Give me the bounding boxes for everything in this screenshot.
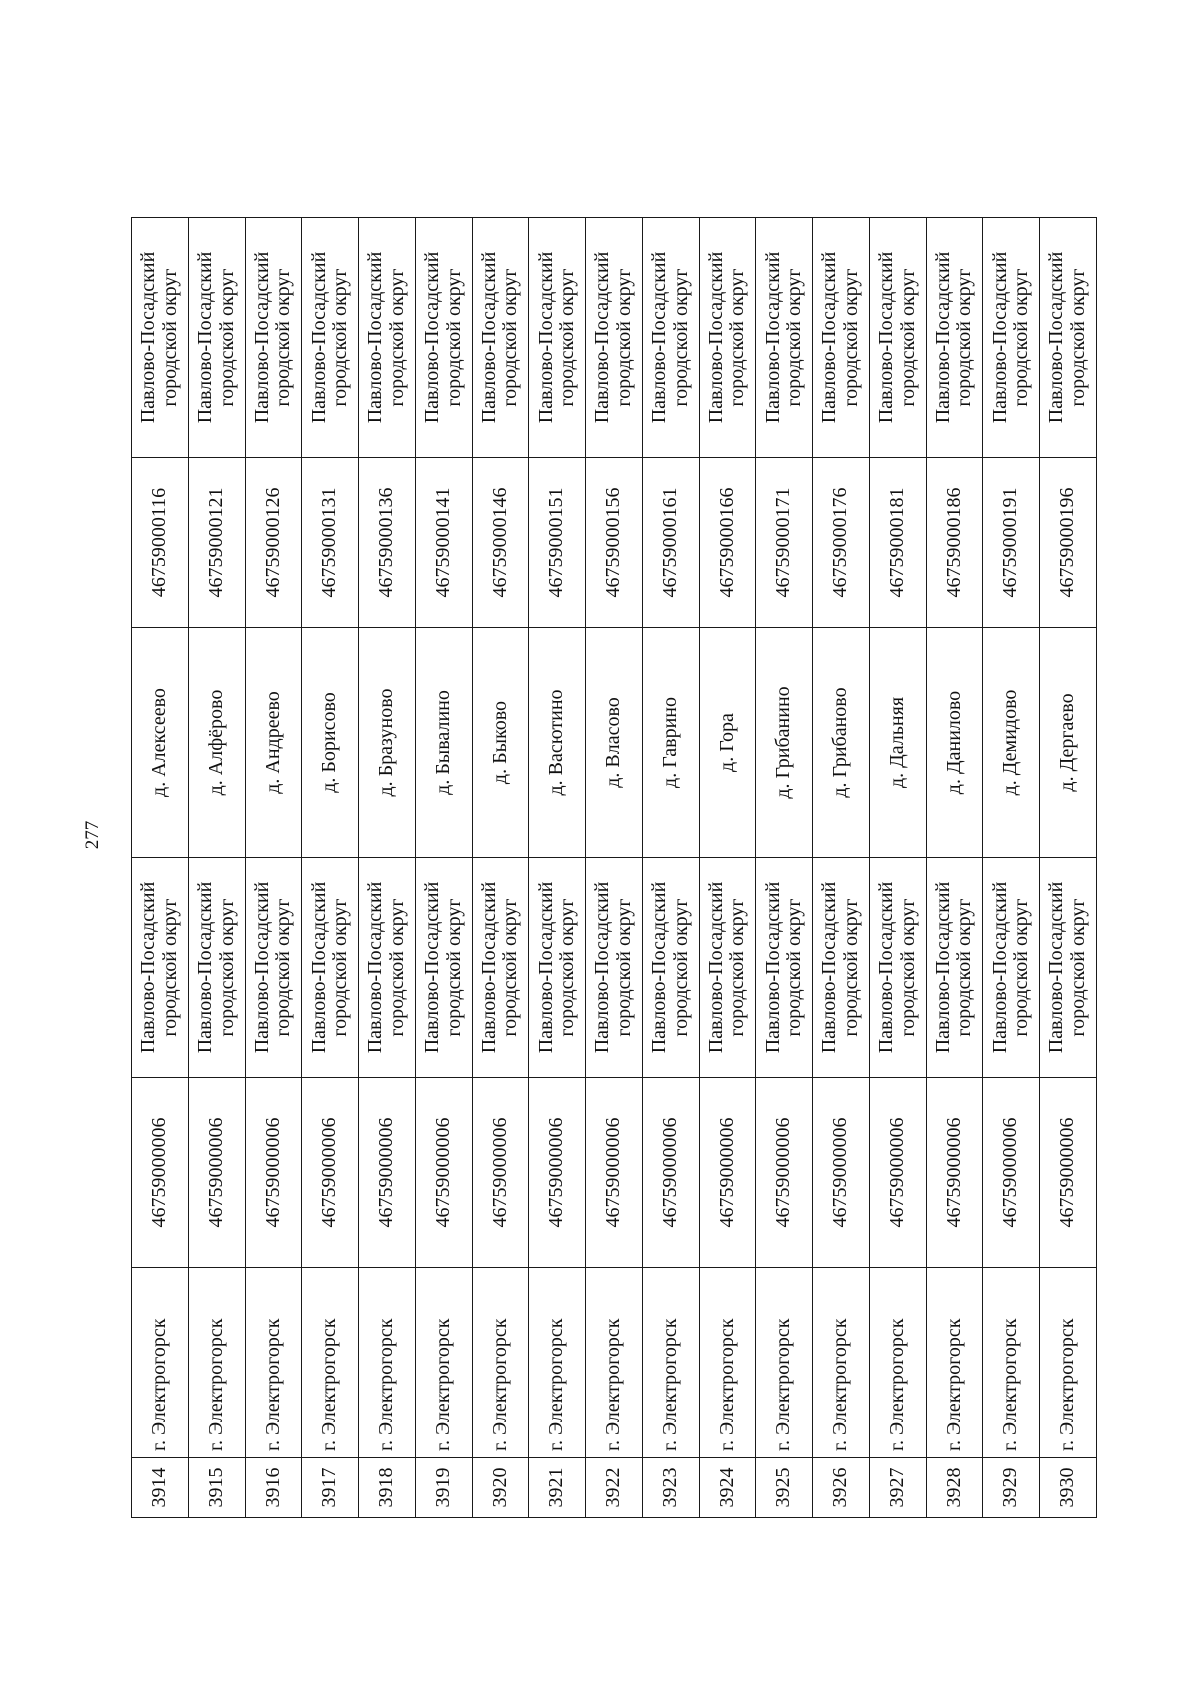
source-okrug-cell: Павлово-Посадский городской округ [188,858,245,1078]
row-number-cell: 3925 [756,1458,813,1518]
settlement-name-cell: д. Грибанино [756,628,813,858]
table-row [188,218,245,1518]
source-oktmo-cell: 46759000006 [472,1078,529,1268]
settlement-name-cell: д. Алексеево [132,628,189,858]
settlement-oktmo-cell: 46759000126 [245,458,302,628]
settlement-okrug-cell: Павлово-Посадский городской округ [813,218,870,458]
table-row [472,218,529,1518]
source-city-cell: г. Электрогорск [245,1268,302,1458]
settlement-oktmo-cell: 46759000181 [869,458,926,628]
settlement-oktmo-cell: 46759000176 [813,458,870,628]
settlement-oktmo-cell: 46759000186 [926,458,983,628]
settlement-name-cell: д. Грибаново [813,628,870,858]
source-oktmo-cell: 46759000006 [359,1078,416,1268]
settlement-okrug-cell: Павлово-Посадский городской округ [245,218,302,458]
settlement-oktmo-cell: 46759000141 [415,458,472,628]
settlement-oktmo-cell: 46759000156 [586,458,643,628]
source-okrug-cell: Павлово-Посадский городской округ [813,858,870,1078]
registry-table-body [132,218,1097,1518]
source-okrug-cell: Павлово-Посадский городской округ [472,858,529,1078]
source-okrug-cell: Павлово-Посадский городской округ [699,858,756,1078]
source-city-cell: г. Электрогорск [642,1268,699,1458]
settlement-okrug-cell: Павлово-Посадский городской округ [926,218,983,458]
row-number-cell: 3921 [529,1458,586,1518]
source-oktmo-cell: 46759000006 [302,1078,359,1268]
settlement-oktmo-cell: 46759000161 [642,458,699,628]
table-row [415,218,472,1518]
settlement-name-cell: д. Демидово [983,628,1040,858]
table-row [359,218,416,1518]
settlement-okrug-cell: Павлово-Посадский городской округ [756,218,813,458]
row-number-cell: 3930 [1040,1458,1097,1518]
source-city-cell: г. Электрогорск [813,1268,870,1458]
row-number-cell: 3919 [415,1458,472,1518]
settlement-name-cell: д. Бывалино [415,628,472,858]
source-city-cell: г. Электрогорск [1040,1268,1097,1458]
row-number-cell: 3926 [813,1458,870,1518]
source-city-cell: г. Электрогорск [132,1268,189,1458]
settlement-okrug-cell: Павлово-Посадский городской округ [983,218,1040,458]
row-number-cell: 3918 [359,1458,416,1518]
source-okrug-cell: Павлово-Посадский городской округ [756,858,813,1078]
source-city-cell: г. Электрогорск [472,1268,529,1458]
settlement-name-cell: д. Гаврино [642,628,699,858]
source-okrug-cell: Павлово-Посадский городской округ [359,858,416,1078]
source-city-cell: г. Электрогорск [529,1268,586,1458]
settlement-okrug-cell: Павлово-Посадский городской округ [699,218,756,458]
settlement-okrug-cell: Павлово-Посадский городской округ [1040,218,1097,458]
table-row [869,218,926,1518]
table-row [926,218,983,1518]
settlement-oktmo-cell: 46759000146 [472,458,529,628]
source-okrug-cell: Павлово-Посадский городской округ [1040,858,1097,1078]
source-oktmo-cell: 46759000006 [642,1078,699,1268]
row-number-cell: 3929 [983,1458,1040,1518]
row-number-cell: 3914 [132,1458,189,1518]
settlement-oktmo-cell: 46759000116 [132,458,189,628]
source-city-cell: г. Электрогорск [926,1268,983,1458]
registry-table-container [131,218,1097,1518]
row-number-cell: 3923 [642,1458,699,1518]
settlement-okrug-cell: Павлово-Посадский городской округ [302,218,359,458]
settlement-name-cell: д. Дальняя [869,628,926,858]
settlement-name-cell: д. Гора [699,628,756,858]
settlement-name-cell: д. Борисово [302,628,359,858]
settlement-name-cell: д. Васютино [529,628,586,858]
settlement-okrug-cell: Павлово-Посадский городской округ [359,218,416,458]
page-number: 277 [82,820,103,850]
source-city-cell: г. Электрогорск [756,1268,813,1458]
table-row [756,218,813,1518]
source-oktmo-cell: 46759000006 [529,1078,586,1268]
source-city-cell: г. Электрогорск [869,1268,926,1458]
row-number-cell: 3916 [245,1458,302,1518]
settlement-okrug-cell: Павлово-Посадский городской округ [586,218,643,458]
source-oktmo-cell: 46759000006 [415,1078,472,1268]
source-city-cell: г. Электрогорск [983,1268,1040,1458]
table-row [586,218,643,1518]
table-row [529,218,586,1518]
settlement-oktmo-cell: 46759000136 [359,458,416,628]
source-okrug-cell: Павлово-Посадский городской округ [642,858,699,1078]
row-number-cell: 3927 [869,1458,926,1518]
source-okrug-cell: Павлово-Посадский городской округ [869,858,926,1078]
source-okrug-cell: Павлово-Посадский городской округ [586,858,643,1078]
settlement-okrug-cell: Павлово-Посадский городской округ [415,218,472,458]
source-oktmo-cell: 46759000006 [699,1078,756,1268]
table-row [983,218,1040,1518]
source-oktmo-cell: 46759000006 [926,1078,983,1268]
settlement-oktmo-cell: 46759000151 [529,458,586,628]
settlement-okrug-cell: Павлово-Посадский городской округ [188,218,245,458]
source-city-cell: г. Электрогорск [188,1268,245,1458]
settlement-name-cell: д. Данилово [926,628,983,858]
settlement-oktmo-cell: 46759000171 [756,458,813,628]
settlement-okrug-cell: Павлово-Посадский городской округ [869,218,926,458]
settlement-name-cell: д. Дергаево [1040,628,1097,858]
row-number-cell: 3920 [472,1458,529,1518]
source-okrug-cell: Павлово-Посадский городской округ [983,858,1040,1078]
source-oktmo-cell: 46759000006 [756,1078,813,1268]
source-okrug-cell: Павлово-Посадский городской округ [415,858,472,1078]
source-city-cell: г. Электрогорск [586,1268,643,1458]
row-number-cell: 3928 [926,1458,983,1518]
source-city-cell: г. Электрогорск [359,1268,416,1458]
source-okrug-cell: Павлово-Посадский городской округ [245,858,302,1078]
settlement-name-cell: д. Быково [472,628,529,858]
source-city-cell: г. Электрогорск [302,1268,359,1458]
settlement-name-cell: д. Бразуново [359,628,416,858]
source-oktmo-cell: 46759000006 [813,1078,870,1268]
settlement-okrug-cell: Павлово-Посадский городской округ [472,218,529,458]
registry-table [131,217,1097,1518]
settlement-okrug-cell: Павлово-Посадский городской округ [529,218,586,458]
settlement-name-cell: д. Алфёрово [188,628,245,858]
source-city-cell: г. Электрогорск [415,1268,472,1458]
source-okrug-cell: Павлово-Посадский городской округ [529,858,586,1078]
table-row [132,218,189,1518]
source-okrug-cell: Павлово-Посадский городской округ [132,858,189,1078]
source-city-cell: г. Электрогорск [699,1268,756,1458]
table-row [302,218,359,1518]
settlement-oktmo-cell: 46759000121 [188,458,245,628]
settlement-okrug-cell: Павлово-Посадский городской округ [642,218,699,458]
settlement-name-cell: д. Власово [586,628,643,858]
source-oktmo-cell: 46759000006 [869,1078,926,1268]
settlement-okrug-cell: Павлово-Посадский городской округ [132,218,189,458]
row-number-cell: 3924 [699,1458,756,1518]
table-row [1040,218,1097,1518]
source-oktmo-cell: 46759000006 [245,1078,302,1268]
settlement-name-cell: д. Андреево [245,628,302,858]
settlement-oktmo-cell: 46759000196 [1040,458,1097,628]
source-okrug-cell: Павлово-Посадский городской округ [302,858,359,1078]
table-row [813,218,870,1518]
source-oktmo-cell: 46759000006 [132,1078,189,1268]
table-row [245,218,302,1518]
source-oktmo-cell: 46759000006 [188,1078,245,1268]
settlement-oktmo-cell: 46759000131 [302,458,359,628]
row-number-cell: 3922 [586,1458,643,1518]
source-oktmo-cell: 46759000006 [1040,1078,1097,1268]
source-oktmo-cell: 46759000006 [586,1078,643,1268]
settlement-oktmo-cell: 46759000166 [699,458,756,628]
table-row [699,218,756,1518]
table-row [642,218,699,1518]
row-number-cell: 3917 [302,1458,359,1518]
settlement-oktmo-cell: 46759000191 [983,458,1040,628]
row-number-cell: 3915 [188,1458,245,1518]
source-okrug-cell: Павлово-Посадский городской округ [926,858,983,1078]
source-oktmo-cell: 46759000006 [983,1078,1040,1268]
